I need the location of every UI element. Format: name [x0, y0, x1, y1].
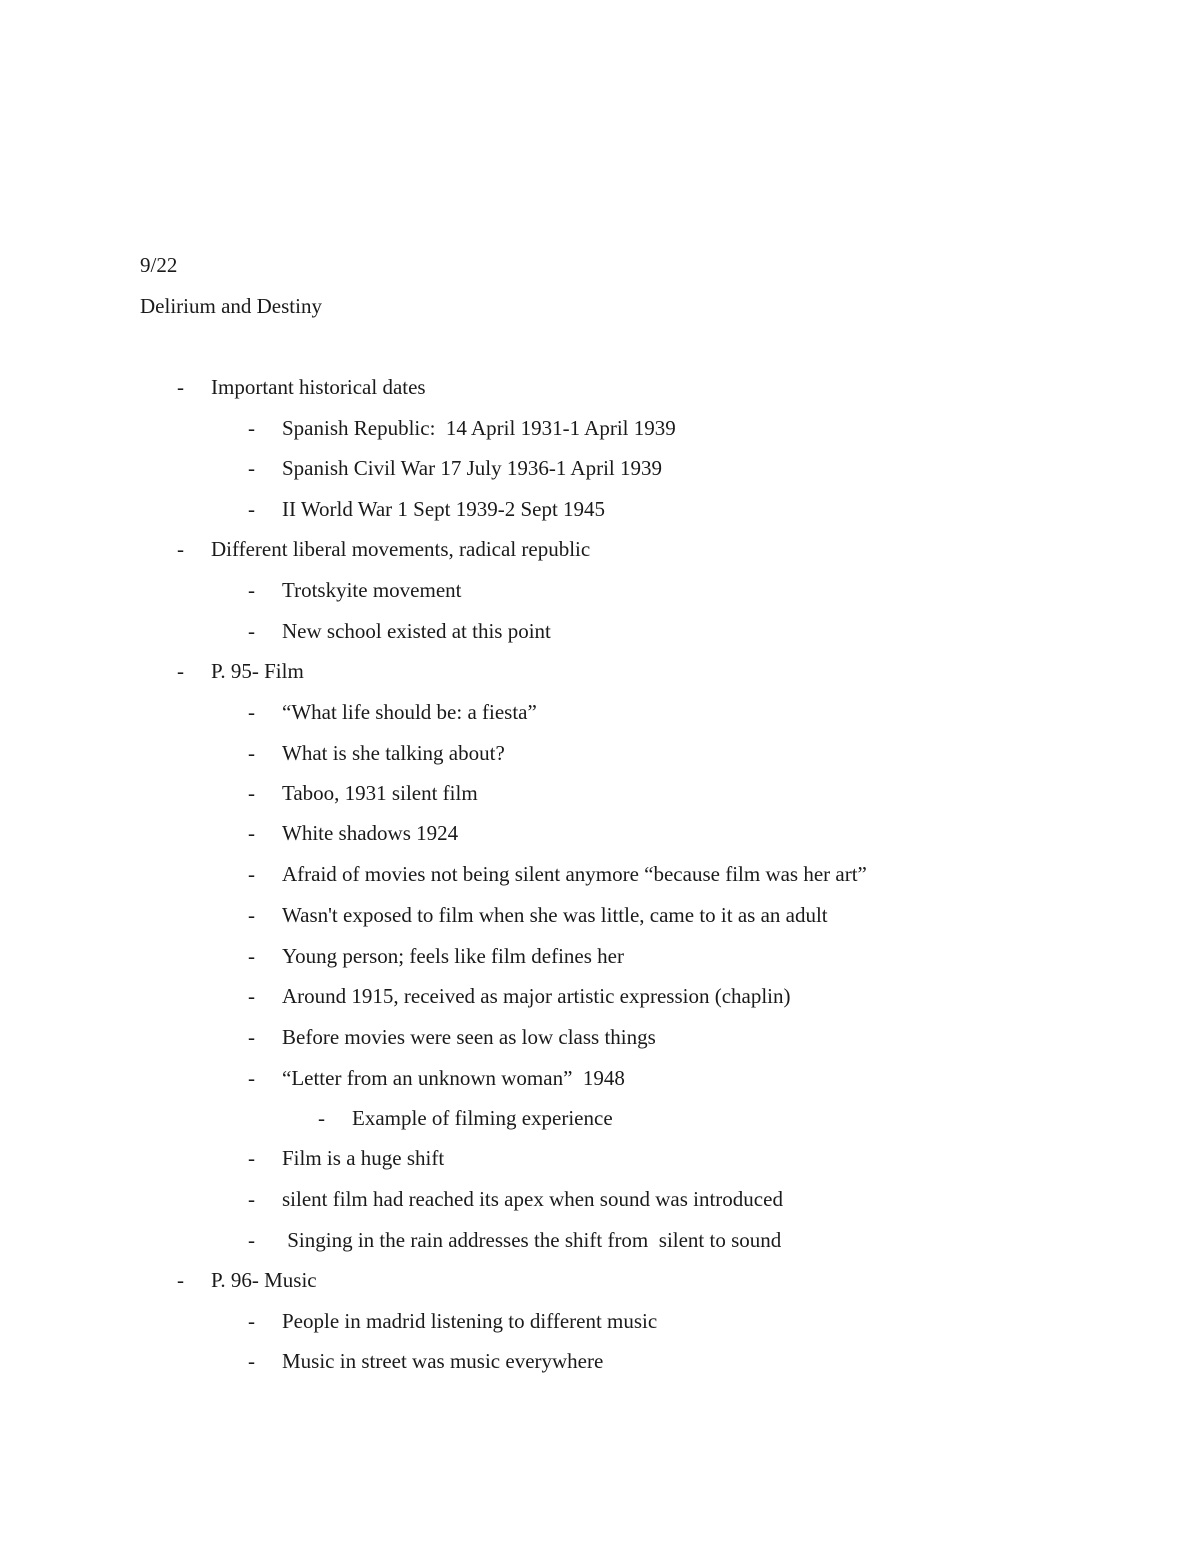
bullet-dash: -	[248, 1025, 255, 1049]
bullet-dash: -	[248, 984, 255, 1008]
list-item: Spanish Republic: 14 April 1931-1 April 1939	[282, 416, 676, 440]
section-heading: P. 96- Music	[211, 1268, 317, 1292]
bullet-dash: -	[248, 456, 255, 480]
bullet-dash: -	[248, 944, 255, 968]
note-date: 9/22	[140, 253, 178, 277]
bullet-dash: -	[248, 416, 255, 440]
bullet-dash: -	[248, 781, 255, 805]
list-item: Young person; feels like film defines her	[282, 944, 624, 968]
bullet-dash: -	[248, 741, 255, 765]
list-item: II World War 1 Sept 1939-2 Sept 1945	[282, 497, 606, 521]
list-item: Taboo, 1931 silent film	[282, 781, 478, 805]
list-item: New school existed at this point	[282, 619, 551, 643]
bullet-dash: -	[318, 1106, 325, 1130]
bullet-dash: -	[248, 497, 255, 521]
list-item: Film is a huge shift	[282, 1146, 445, 1170]
bullet-dash: -	[248, 1187, 255, 1211]
list-item: “What life should be: a fiesta”	[282, 700, 537, 724]
bullet-dash: -	[248, 821, 255, 845]
list-item: People in madrid listening to different music	[282, 1309, 658, 1333]
list-item: “Letter from an unknown woman” 1948	[282, 1066, 625, 1090]
list-item: What is she talking about?	[282, 741, 505, 765]
list-subitem: Example of filming experience	[352, 1106, 613, 1130]
section-heading: P. 95- Film	[211, 659, 304, 683]
list-item: Afraid of movies not being silent anymore “because film was her art”	[282, 862, 867, 886]
bullet-dash: -	[248, 1228, 255, 1252]
bullet-dash: -	[177, 537, 184, 561]
bullet-dash: -	[248, 1309, 255, 1333]
bullet-dash: -	[248, 903, 255, 927]
list-item: Before movies were seen as low class things	[282, 1025, 656, 1049]
section-heading: Important historical dates	[211, 375, 426, 399]
bullet-dash: -	[177, 659, 184, 683]
list-item: Singing in the rain addresses the shift from silent to sound	[282, 1228, 782, 1252]
bullet-dash: -	[248, 1066, 255, 1090]
bullet-dash: -	[248, 619, 255, 643]
list-item: Around 1915, received as major artistic expression (chaplin)	[282, 984, 791, 1008]
list-item: White shadows 1924	[282, 821, 459, 845]
list-item: Wasn't exposed to film when she was little, came to it as an adult	[282, 903, 828, 927]
list-item: Music in street was music everywhere	[282, 1349, 604, 1373]
section-heading: Different liberal movements, radical republic	[211, 537, 591, 561]
bullet-dash: -	[248, 1349, 255, 1373]
bullet-dash: -	[248, 700, 255, 724]
bullet-dash: -	[248, 862, 255, 886]
bullet-dash: -	[177, 1268, 184, 1292]
list-item: Spanish Civil War 17 July 1936-1 April 1939	[282, 456, 663, 480]
bullet-dash: -	[177, 375, 184, 399]
list-item: silent film had reached its apex when sound was introduced	[282, 1187, 783, 1211]
list-item: Trotskyite movement	[282, 578, 462, 602]
bullet-dash: -	[248, 578, 255, 602]
note-title: Delirium and Destiny	[140, 294, 322, 318]
bullet-dash: -	[248, 1146, 255, 1170]
